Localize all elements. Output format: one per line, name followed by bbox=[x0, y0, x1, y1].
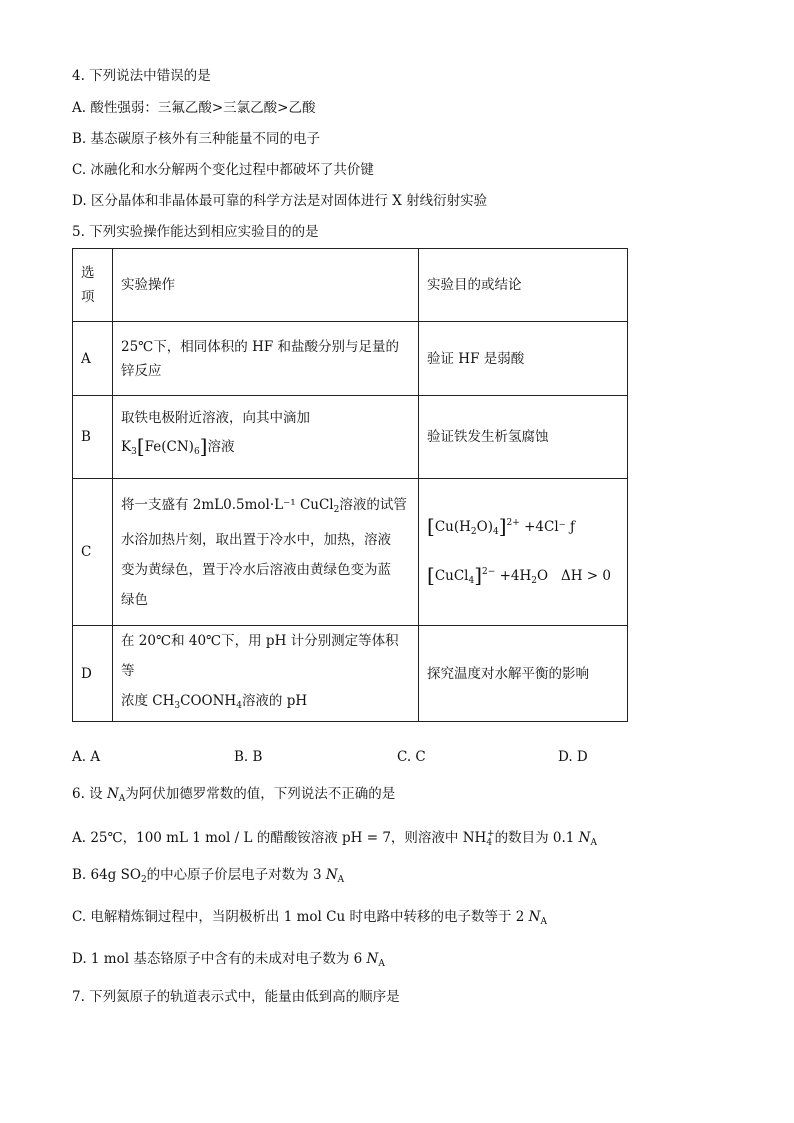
q5-stem: 5. 下列实验操作能达到相应实验目的的是 bbox=[72, 224, 319, 240]
table-row-a bbox=[73, 322, 628, 396]
header-option-line2: 项 bbox=[81, 289, 95, 305]
row-b-label: B bbox=[73, 396, 113, 479]
header-option bbox=[73, 249, 113, 322]
row-a-op-line2: 锌反应 bbox=[121, 362, 162, 379]
row-a-operation bbox=[113, 322, 419, 396]
header-goal: 实验目的或结论 bbox=[419, 249, 628, 322]
q6-option-b: B. 64g $SO_2$的中心原子价层电子对数为 3 $N_A$ bbox=[72, 867, 345, 885]
row-d-label: D bbox=[73, 626, 113, 722]
row-d-goal: 探究温度对水解平衡的影响 bbox=[419, 626, 628, 722]
row-b-operation bbox=[113, 396, 419, 479]
q4-option-d: D. 区分晶体和非晶体最可靠的科学方法是对固体进行 X 射线衍射实验 bbox=[72, 193, 488, 209]
row-c-op-line1: 将一支盛有 2mL0.5mol·L⁻¹ CuCl$_2$溶液的试管 bbox=[121, 496, 407, 515]
experiment-table bbox=[72, 248, 628, 722]
equation-line2: [CuCl$_4$]$^{2-}$ $+4H_2O$ ΔH > 0 bbox=[427, 563, 611, 587]
row-c-operation bbox=[113, 479, 419, 626]
row-d-op-line2: 浓度 $CH_3COONH_4$溶液的 pH bbox=[121, 693, 308, 711]
formula-k-sub: 3 bbox=[131, 447, 137, 457]
row-b-goal: 验证铁发生析氢腐蚀 bbox=[419, 396, 628, 479]
q5-option-a: A. A bbox=[72, 749, 101, 765]
table-row-d bbox=[73, 626, 628, 722]
row-a-op-line1: 25℃下，相同体积的 HF 和盐酸分别与足量的 bbox=[121, 338, 400, 355]
row-c-equilibrium bbox=[419, 479, 628, 626]
row-a-label: A bbox=[73, 322, 113, 396]
row-d-op-line1: 在 20℃和 40℃下，用 pH 计分别测定等体积等 bbox=[121, 633, 399, 679]
row-c-label: C bbox=[73, 479, 113, 626]
q6-option-a: A. 25℃，100 mL 1 mol / L 的醋酸铵溶液 pH = 7，则溶液中 $NH_4^+$的数目为 0.1 $N_A$ bbox=[72, 829, 597, 848]
table-row-b bbox=[73, 396, 628, 479]
header-option-line1: 选 bbox=[81, 265, 95, 281]
row-c-op-line4: 绿色 bbox=[121, 591, 148, 608]
formula-fecn: Fe(CN) bbox=[144, 439, 194, 455]
row-d-operation bbox=[113, 626, 419, 722]
q6-option-d: D. 1 mol 基态铬原子中含有的未成对电子数为 6 $N_A$ bbox=[72, 951, 385, 969]
row-c-op-line3: 变为黄绿色，置于冷水后溶液由黄绿色变为蓝 bbox=[121, 561, 391, 578]
formula-fecn-sub: 6 bbox=[193, 447, 200, 457]
row-a-goal: 验证 HF 是弱酸 bbox=[419, 322, 628, 396]
table-row-c bbox=[73, 479, 628, 626]
q5-option-d: D. D bbox=[558, 749, 588, 765]
q4-option-a: A. 酸性强弱：三氟乙酸>三氯乙酸>乙酸 bbox=[72, 100, 316, 116]
q5-option-b: B. B bbox=[234, 749, 263, 765]
q4-option-c: C. 冰融化和水分解两个变化过程中都破坏了共价键 bbox=[72, 162, 374, 178]
row-b-suffix: 溶液 bbox=[207, 439, 235, 455]
table-header-row bbox=[73, 249, 628, 322]
row-c-op-line2: 水浴加热片刻，取出置于冷水中，加热，溶液 bbox=[121, 531, 391, 548]
q7-stem: 7. 下列氮原子的轨道表示式中，能量由低到高的顺序是 bbox=[72, 989, 400, 1005]
q5-option-c: C. C bbox=[397, 749, 426, 765]
q6-stem: 6. 设 $N_A$为阿伏加德罗常数的值，下列说法不正确的是 bbox=[72, 786, 396, 804]
equation-line1: $[Cu(H_2O)_4]^{2+} +4Cl^-$ ƒ bbox=[427, 514, 576, 538]
q4-stem: 4. 下列说法中错误的是 bbox=[72, 68, 211, 84]
row-b-op-line1: 取铁电极附近溶液，向其中滴加 bbox=[121, 410, 310, 426]
q4-option-b: B. 基态碳原子核外有三种能量不同的电子 bbox=[72, 131, 321, 147]
q6-option-c: C. 电解精炼铜过程中，当阴极析出 1 mol Cu 时电路中转移的电子数等于 2 $N_A$ bbox=[72, 909, 547, 927]
formula-k: K bbox=[121, 439, 132, 455]
row-b-op-line2: $K_3[Fe(CN)_6]$溶液 bbox=[121, 434, 235, 458]
header-operation: 实验操作 bbox=[113, 249, 419, 322]
